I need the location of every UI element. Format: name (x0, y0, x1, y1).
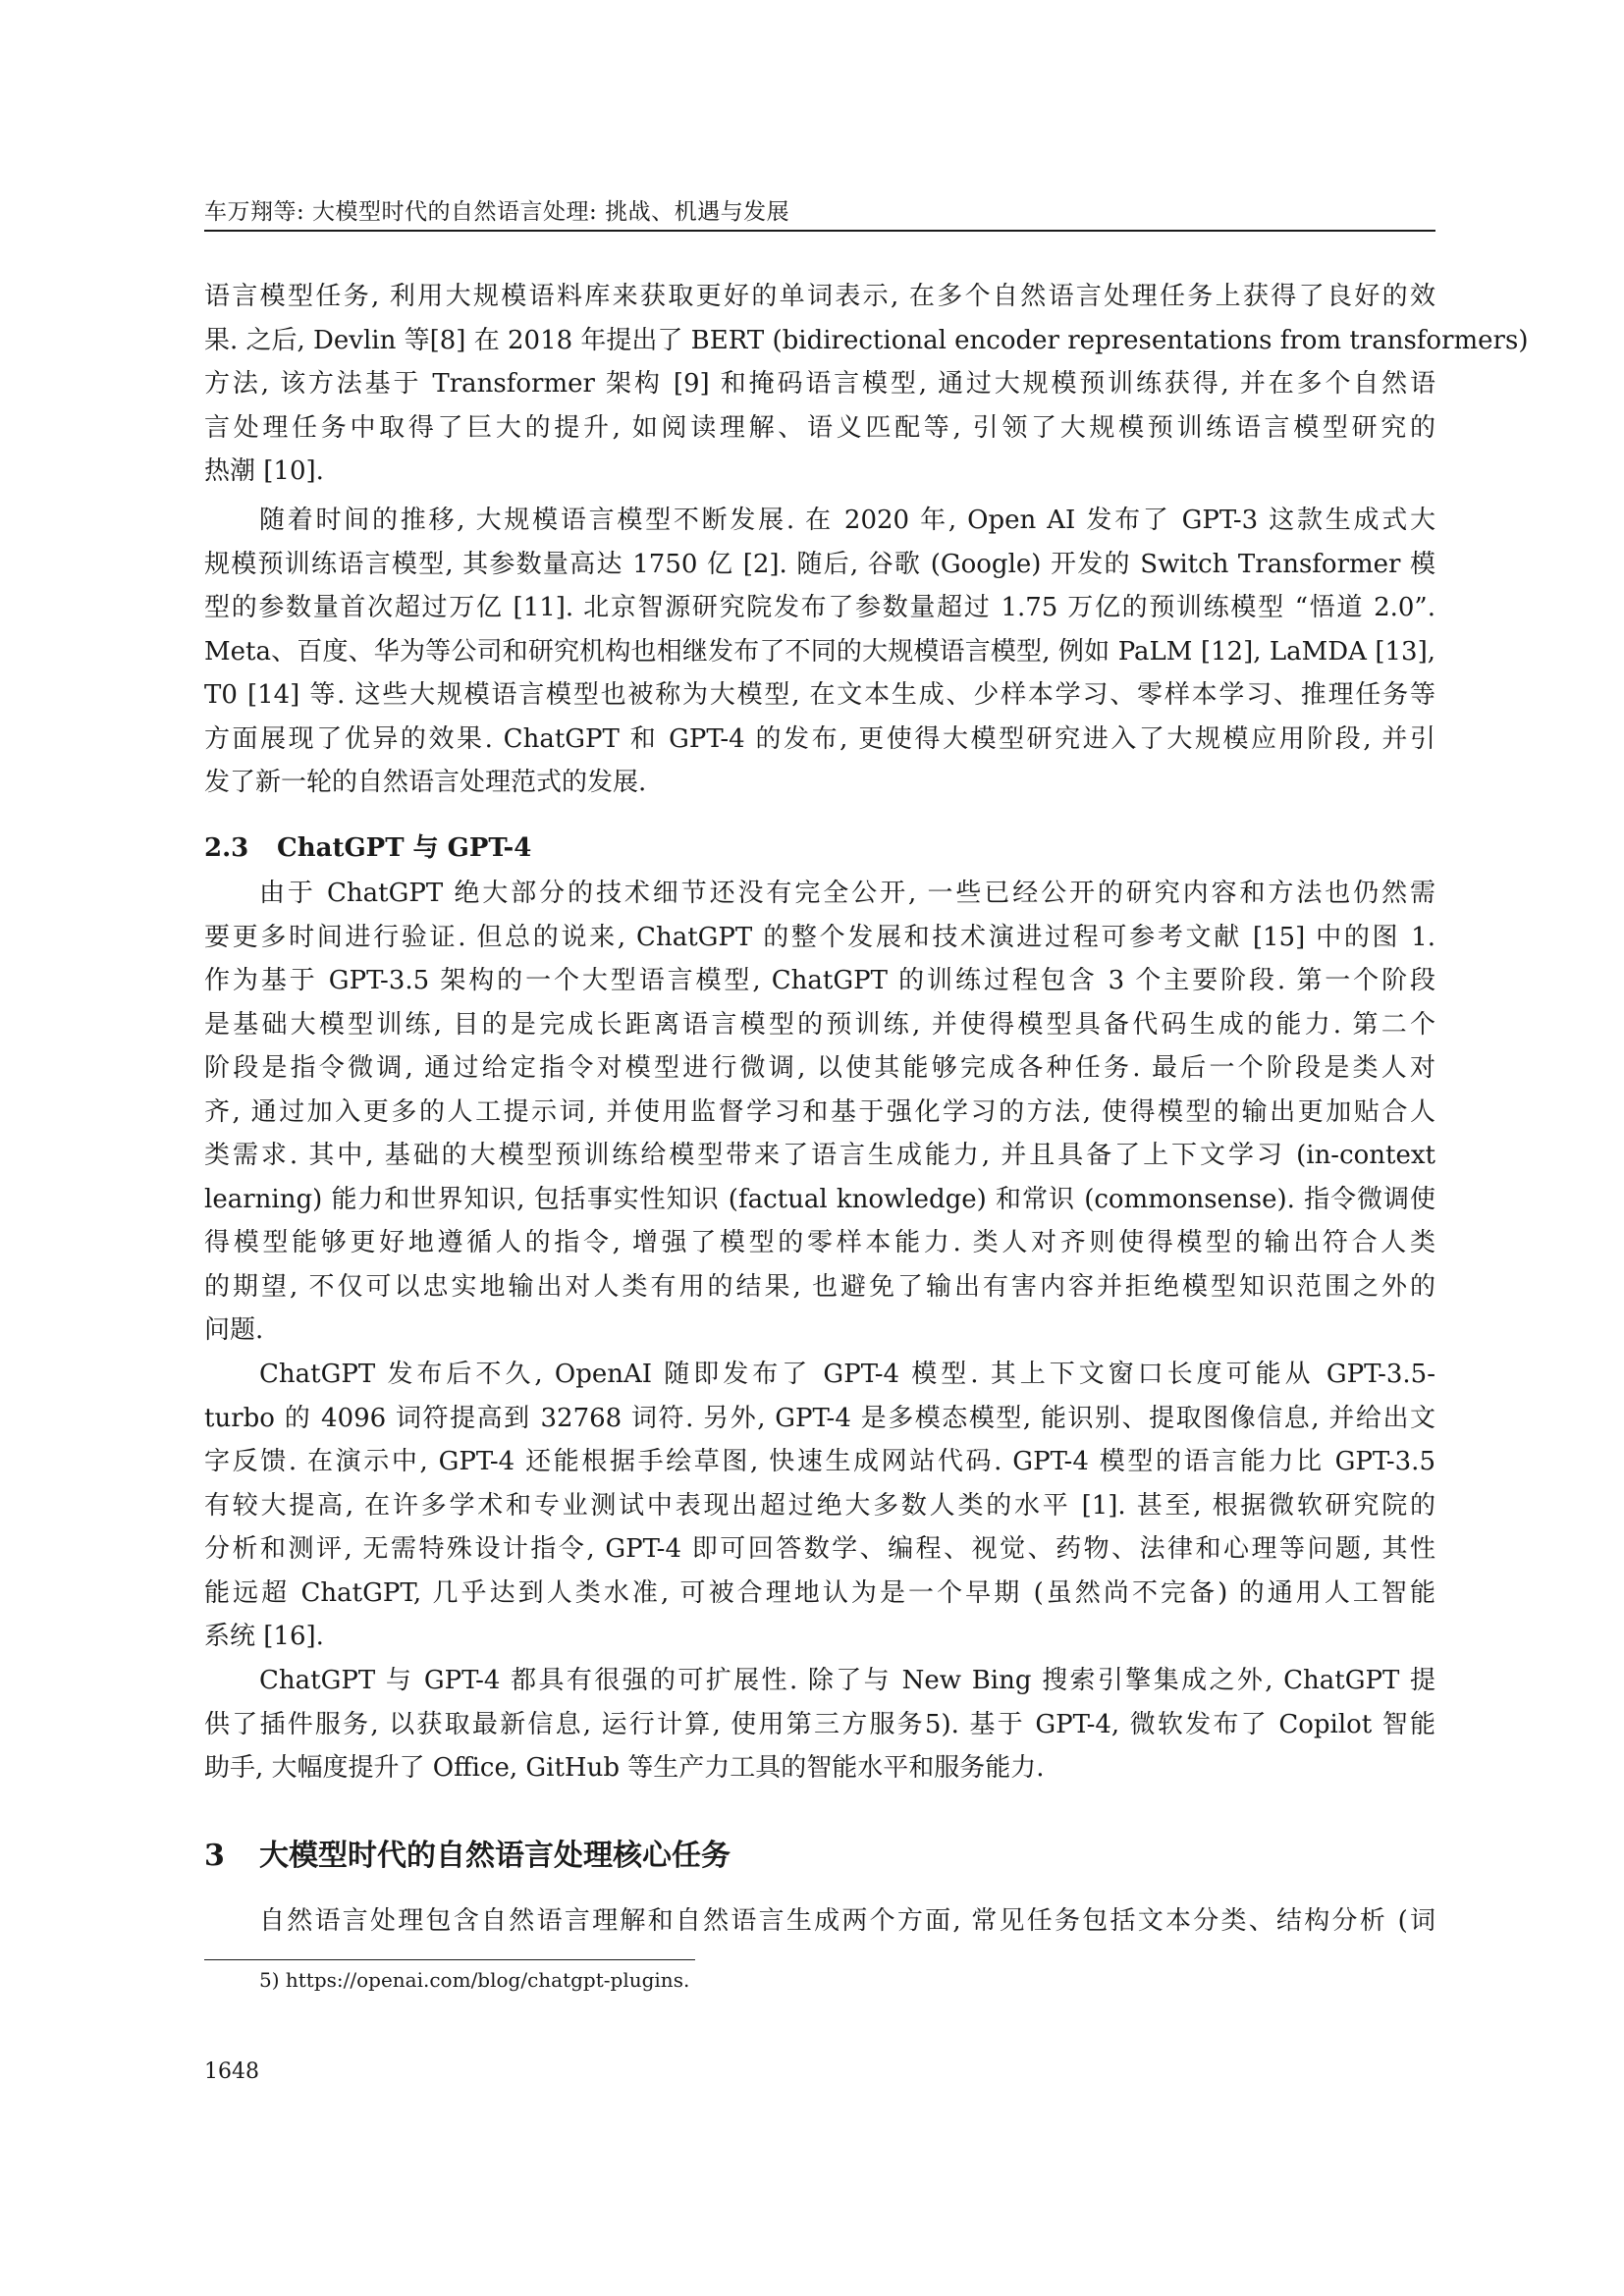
text-line: 供了插件服务, 以获取最新信息, 运行计算, 使用第三方服务5). 基于 GPT-4, 微软发布了 Copilot 智能 (204, 1709, 1435, 1739)
text-line: 语言模型任务, 利用大规模语料库来获取更好的单词表示, 在多个自然语言处理任务上获得了良好的效 (204, 282, 1435, 311)
section-heading-2-3 (204, 828, 531, 864)
text-line: 是基础大模型训练, 目的是完成长距离语言模型的预训练, 并使得模型具备代码生成的能力. 第二个 (204, 1009, 1435, 1040)
text-line: 问题. (204, 1315, 264, 1345)
paragraph-scalability (204, 1659, 1435, 1790)
text-line: 型的参数量首次超过万亿 [11]. 北京智源研究院发布了参数量超过 1.75 万亿的预训练模型 “悟道 2.0”. (204, 593, 1435, 622)
section-title: 大模型时代的自然语言处理核心任务 (259, 1839, 731, 1873)
text-line: 助手, 大幅度提升了 Office, GitHub 等生产力工具的智能水平和服务能力. (204, 1753, 1045, 1783)
text-line: 自然语言处理包含自然语言理解和自然语言生成两个方面, 常见任务包括文本分类、结构分析 (词 (259, 1906, 1435, 1936)
section-title: ChatGPT 与 GPT-4 (277, 833, 532, 863)
text-line: T0 [14] 等. 这些大规模语言模型也被称为大模型, 在文本生成、少样本学习、零样本学习、推理任务等 (204, 680, 1435, 710)
text-line: 发了新一轮的自然语言处理范式的发展. (204, 768, 647, 797)
text-line: 字反馈. 在演示中, GPT-4 还能根据手绘草图, 快速生成网站代码. GPT-4 模型的语言能力比 GPT-3.5 (204, 1447, 1435, 1476)
text-line: 热潮 [10]. (204, 456, 324, 486)
paragraph-gpt4 (204, 1353, 1435, 1659)
text-line: 方面展现了优异的效果. ChatGPT 和 GPT-4 的发布, 更使得大模型研究进入了大规模应用阶段, 并引 (204, 723, 1435, 754)
paragraph-chatgpt (204, 872, 1435, 1353)
section-number: 2.3 (204, 833, 249, 863)
text-line: ChatGPT 发布后不久, OpenAI 随即发布了 GPT-4 模型. 其上下文窗口长度可能从 GPT-3.5- (259, 1360, 1435, 1389)
text-line: turbo 的 4096 词符提高到 32768 词符. 另外, GPT-4 是多模态模型, 能识别、提取图像信息, 并给出文 (204, 1403, 1435, 1433)
footnote: 5) https://openai.com/blog/chatgpt-plugins. (259, 1968, 690, 1992)
page-number: 1648 (204, 2059, 259, 2084)
text-line: 有较大提高, 在许多学术和专业测试中表现出超过绝大多数人类的水平 [1]. 甚至, 根据微软研究院的 (204, 1490, 1435, 1521)
running-header: 车万翔等: 大模型时代的自然语言处理: 挑战、机遇与发展 (204, 199, 790, 225)
text-line: learning) 能力和世界知识, 包括事实性知识 (factual knowledge) 和常识 (commonsense). 指令微调使 (204, 1184, 1435, 1214)
text-line: 规模预训练语言模型, 其参数量高达 1750 亿 [2]. 随后, 谷歌 (Google) 开发的 Switch Transformer 模 (204, 549, 1435, 579)
text-line: 能远超 ChatGPT, 几乎达到人类水准, 可被合理地认为是一个早期 (虽然尚不完备) 的通用人工智能 (204, 1577, 1435, 1608)
text-line: 得模型能够更好地遵循人的指令, 增强了模型的零样本能力. 类人对齐则使得模型的输出符合人类 (204, 1228, 1435, 1257)
header-rule (204, 230, 1435, 232)
footnote-rule (204, 1959, 695, 1960)
section-number: 3 (204, 1839, 225, 1873)
text-line: Meta、百度、华为等公司和研究机构也相继发布了不同的大规模语言模型, 例如 PaLM [12], LaMDA [13], (204, 636, 1435, 667)
intro-paragraph (204, 275, 1529, 494)
text-line: 要更多时间进行验证. 但总的说来, ChatGPT 的整个发展和技术演进过程可参考文献 [15] 中的图 1. (204, 922, 1435, 952)
text-line: 由于 ChatGPT 绝大部分的技术细节还没有完全公开, 一些已经公开的研究内容和方法也仍然需 (259, 879, 1435, 908)
text-line: 系统 [16]. (204, 1622, 324, 1651)
text-line: ChatGPT 与 GPT-4 都具有很强的可扩展性. 除了与 New Bing 搜索引擎集成之外, ChatGPT 提 (259, 1666, 1435, 1695)
text-line: 随着时间的推移, 大规模语言模型不断发展. 在 2020 年, Open AI 发布了 GPT-3 这款生成式大 (259, 506, 1435, 535)
text-line: 齐, 通过加入更多的人工提示词, 并使用监督学习和基于强化学习的方法, 使得模型的输出更加贴合人 (204, 1096, 1435, 1127)
text-line: 的期望, 不仅可以忠实地输出对人类有用的结果, 也避免了输出有害内容并拒绝模型知识范围之外的 (204, 1271, 1435, 1302)
text-line: 分析和测评, 无需特殊设计指令, GPT-4 即可回答数学、编程、视觉、药物、法律和心理等问题, 其性 (204, 1534, 1435, 1564)
text-line: 方法, 该方法基于 Transformer 架构 [9] 和掩码语言模型, 通过大规模预训练获得, 并在多个自然语 (204, 369, 1435, 399)
text-line: 阶段是指令微调, 通过给定指令对模型进行微调, 以使其能够完成各种任务. 最后一个阶段是类人对 (204, 1053, 1435, 1083)
text-line: 言处理任务中取得了巨大的提升, 如阅读理解、语义匹配等, 引领了大规模预训练语言模型研究的 (204, 412, 1435, 443)
paragraph-development (204, 499, 1435, 805)
text-line: 类需求. 其中, 基础的大模型预训练给模型带来了语言生成能力, 并且具备了上下文学习 (in-context (204, 1141, 1435, 1170)
section-heading-3 (204, 1831, 731, 1874)
text-line: 果. 之后, Devlin 等[8] 在 2018 年提出了 BERT (bidirectional encoder representations from transformers) (204, 325, 1529, 355)
text-line: 作为基于 GPT-3.5 架构的一个大型语言模型, ChatGPT 的训练过程包含 3 个主要阶段. 第一个阶段 (204, 966, 1435, 995)
paragraph-core-tasks (204, 1899, 1435, 1944)
